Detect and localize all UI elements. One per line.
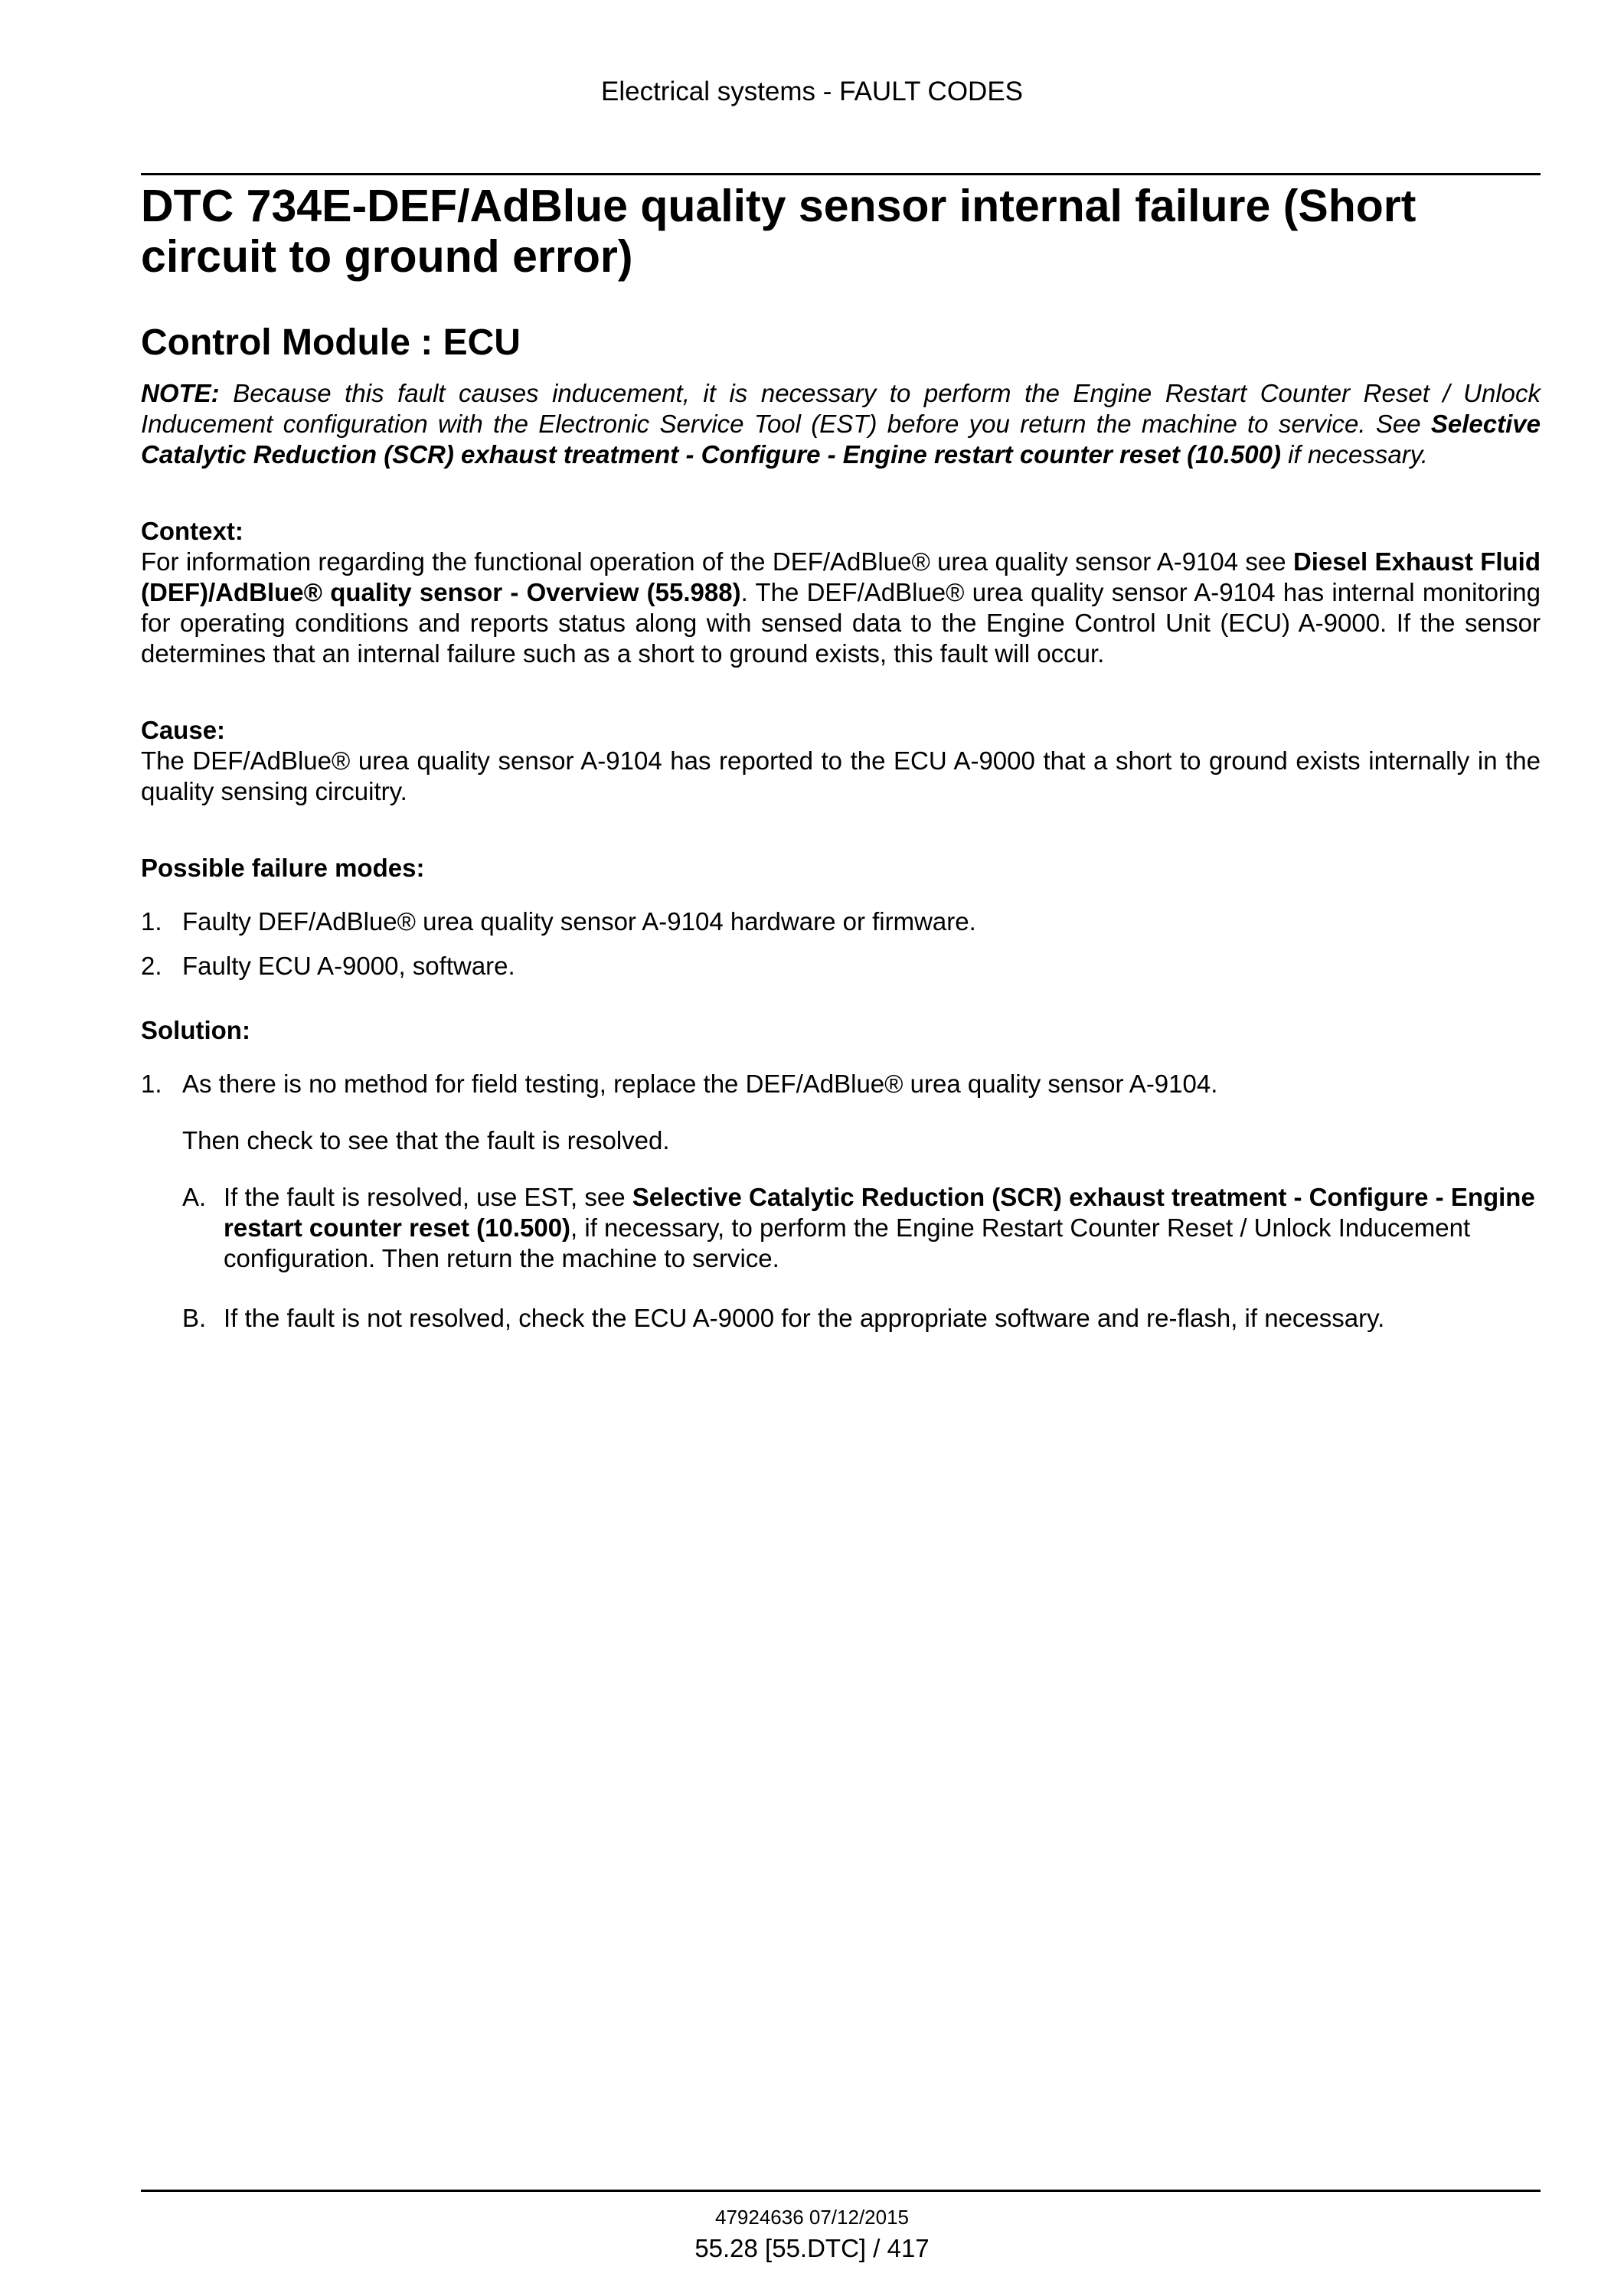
footer-page-ref: 55.28 [55.DTC] / 417 [694,2234,930,2262]
solution-substeps [182,1182,1541,1334]
list-item-number: 2. [141,952,162,980]
note-tail: if necessary. [1280,440,1428,469]
context-text-b: . The DEF/AdBlue® urea quality sensor A-9104 has internal monitoring for operating conditions and reports status along with sensed data to the Engine Control Unit (ECU) A-9000. If the sensor determines that an internal failure such as a short to ground exists, this fault will occur. [141,578,1541,668]
substep-letter: B. [182,1304,207,1332]
header-rule [141,173,1541,175]
solution-heading: Solution: [141,1016,250,1044]
failure-modes-heading: Possible failure modes: [141,854,425,882]
list-item-text: Faulty ECU A-9000, software. [182,952,515,980]
solution-step-number: 1. [141,1070,162,1098]
substep-a [182,1182,1541,1274]
context-link[interactable]: Diesel Exhaust Fluid (DEF)/AdBlue® quality sensor - Overview (55.988) [141,547,1541,606]
page-content [141,178,1541,1363]
failure-modes-list [141,906,1541,981]
note-label: NOTE: [141,379,220,407]
list-item-text: Faulty DEF/AdBlue® urea quality sensor A-9104 hardware or firmware. [182,907,976,936]
context-heading: Context: [141,517,243,545]
cause-paragraph: The DEF/AdBlue® urea quality sensor A-9104 has reported to the ECU A-9000 that a short to ground exists internally in the quality sensing circuitry. [141,746,1541,805]
footer-doc-id: 47924636 07/12/2015 [714,2206,910,2229]
substep-b-text: If the fault is not resolved, check the ECU A-9000 for the appropriate software and re-flash, if necessary. [224,1304,1385,1332]
running-header: Electrical systems - FAULT CODES [600,77,1024,106]
context-paragraph [141,547,1541,669]
list-item [141,951,1541,981]
solution-step-follow: Then check to see that the fault is resolved. [182,1126,670,1155]
substep-a-post: , if necessary, to perform the Engine Restart Counter Reset / Unlock Inducement configuration. Then return the machine to service. [224,1213,1471,1272]
footer-rule [141,2190,1541,2192]
substep-a-pre: If the fault is resolved, use EST, see [224,1183,632,1211]
cause-heading: Cause: [141,716,226,744]
note-text: Because this fault causes inducement, it is necessary to perform the Engine Restart Counter Reset / Unlock Inducement configuration with the Electronic Service Tool (EST) before you return the machine to service. See [141,379,1541,438]
solution-step-text: As there is no method for field testing, replace the DEF/AdBlue® urea quality sensor A-9104. [182,1070,1218,1098]
substep-b [182,1303,1541,1334]
note-paragraph [141,378,1541,470]
control-module-heading: Control Module : ECU [141,322,521,363]
list-item-number: 1. [141,907,162,936]
substep-a-link[interactable]: Selective Catalytic Reduction (SCR) exhaust treatment - Configure - Engine restart counter reset (10.500) [224,1183,1535,1242]
solution-step [141,1069,1541,1334]
substep-letter: A. [182,1183,207,1211]
list-item [141,906,1541,937]
context-text-a: For information regarding the functional operation of the DEF/AdBlue® urea quality sensor A-9104 see [141,547,1293,576]
page-title: DTC 734E-DEF/AdBlue quality sensor internal failure (Short circuit to ground error) [141,181,1417,282]
note-link[interactable]: Selective Catalytic Reduction (SCR) exhaust treatment - Configure - Engine restart counter reset (10.500) [141,410,1541,469]
solution-list [141,1069,1541,1334]
